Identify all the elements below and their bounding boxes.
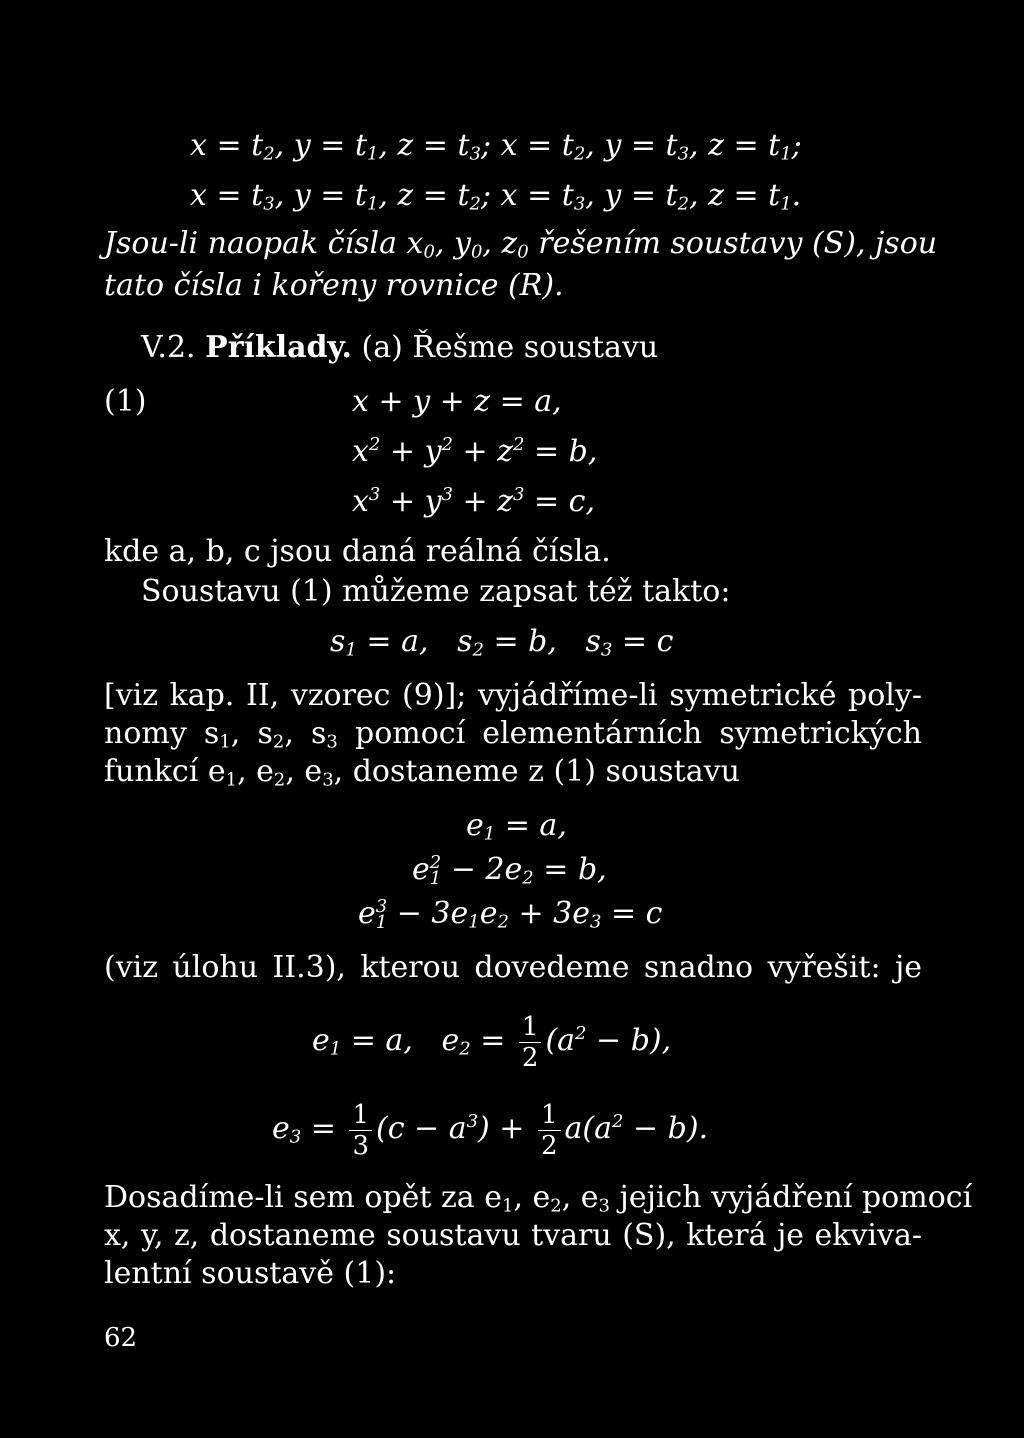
fraction-denominator: 3 (352, 1130, 369, 1161)
text-part: jejich vyjádření pomocí (610, 1180, 973, 1215)
text-sub: 3 (322, 769, 334, 791)
text-part: kde a, b, c jsou daná reálná čísla. (104, 534, 611, 569)
label-text: (1) (104, 384, 147, 419)
text-line-soustavu (141, 574, 730, 610)
text-part: nomy s (104, 716, 220, 751)
text-part: [viz kap. II, vzorec (9)]; vyjádříme-li symetrické poly- (104, 678, 922, 713)
section-number: V.2. (141, 330, 196, 365)
eq-sub: 1 (483, 823, 496, 845)
eq-sup: 2 (612, 1111, 624, 1133)
eq-sup: 3 (368, 484, 381, 506)
text-part: Dosadíme-li sem opět za e (104, 1180, 502, 1215)
para3-line-1 (104, 1180, 973, 1217)
eq-part: ; (791, 128, 802, 163)
text-sub: 0 (423, 241, 435, 263)
eq-part: e (312, 1023, 330, 1058)
eq-sup: 2 (441, 434, 453, 456)
fraction-numerator: 1 (538, 1100, 561, 1131)
eq-sub: 2 (469, 193, 481, 215)
eq-sub: 1 (345, 639, 357, 661)
eq-part: s (330, 624, 346, 659)
text-part: , z (482, 226, 518, 261)
eq-part: − 2e (441, 852, 523, 887)
eq-part: e (412, 852, 430, 887)
eq-part: + 3e (508, 896, 591, 931)
text-part: řešením soustavy (S), jsou (528, 226, 938, 261)
eq-part: + z (453, 434, 514, 469)
eq-part: = b, s (483, 624, 601, 659)
eq-part: = c (601, 896, 663, 931)
eq-part: + y (380, 484, 442, 519)
equation-label-1 (104, 384, 147, 420)
text-sub: 2 (550, 1195, 562, 1217)
eq-sub: 1 (366, 143, 379, 165)
eq-sub: 1 (468, 911, 480, 933)
eq-sup: 2 (429, 852, 442, 873)
eq-sub: 2 (573, 143, 586, 165)
text-part: tato čísla i kořeny rovnice (R). (104, 268, 564, 303)
solution-line-2 (272, 1094, 708, 1164)
section-heading (141, 330, 658, 366)
eq-part: = a, e (341, 1023, 460, 1058)
eq-part: (a (545, 1023, 576, 1058)
text-part: (viz úlohu II.3), kterou dovedeme snadno vyřešit: je (104, 950, 922, 985)
eq-sub: 2 (497, 911, 509, 933)
eq-sup: 2 (575, 1023, 587, 1045)
eq-part: = a, s (356, 624, 473, 659)
para1-line-2 (104, 716, 922, 752)
fraction-denominator: 2 (540, 1130, 558, 1161)
eq-sub: 1 (780, 143, 792, 165)
text-sub: 1 (219, 731, 231, 753)
para1-line-1 (104, 678, 922, 714)
fraction-numerator: 1 (349, 1100, 372, 1131)
solution-line-1 (312, 1006, 671, 1076)
text-sub: 2 (273, 769, 286, 791)
e-system-eq3 (358, 896, 662, 932)
eq-part: , y = t (585, 128, 678, 163)
section-intro: (a) Řešme soustavu (361, 330, 659, 365)
eq-part: = c (612, 624, 674, 659)
eq-part: = b, (533, 852, 607, 887)
eq-part: ) + (478, 1111, 534, 1146)
text-sub: 2 (272, 731, 285, 753)
eq-part: ; x = t (481, 128, 574, 163)
eq-sub: 3 (590, 911, 602, 933)
eq-sup: 2 (368, 434, 381, 456)
eq-part: = b, (524, 434, 598, 469)
eq-part: , z = t (689, 178, 781, 213)
eq-part: e (272, 1111, 290, 1146)
eq-part: x (352, 484, 369, 519)
eq-part: a(a (564, 1111, 612, 1146)
page-number-text: 62 (104, 1323, 138, 1353)
para3-line-3 (104, 1256, 396, 1292)
text-part: , e (561, 1180, 599, 1215)
eq-part: e (479, 896, 498, 931)
eq-part: . (791, 178, 802, 213)
eq-sub: 1 (366, 193, 379, 215)
fraction-one-half-2 (538, 1100, 561, 1161)
fraction-numerator: 1 (519, 1012, 542, 1043)
eq-part: − b), (586, 1023, 672, 1058)
eq-part: x + y + z = a, (352, 384, 562, 419)
text-sub: 1 (501, 1195, 514, 1217)
eq-sub: 2 (263, 143, 275, 165)
eq-sup: 3 (466, 1111, 479, 1133)
eq-part: , z = t (378, 178, 470, 213)
eq-part: + z (453, 484, 514, 519)
eq-part: , y = t (274, 178, 367, 213)
eq-part: x = t (190, 128, 264, 163)
statement-line-1 (104, 226, 938, 263)
s-equation (330, 624, 673, 660)
text-part: , e (513, 1180, 551, 1215)
eq-part: = a, (495, 808, 567, 843)
text-part: Jsou-li naopak čísla x (104, 226, 424, 261)
text-part: Soustavu (1) můžeme zapsat též takto: (141, 574, 731, 609)
eq-part: = c, (524, 484, 596, 519)
eq-sub: 3 (469, 143, 481, 165)
text-part: funkcí e (104, 754, 226, 789)
equation-line-2 (190, 178, 801, 214)
eq-part: , y = t (274, 128, 367, 163)
text-line-kde (104, 534, 611, 570)
statement-line-2 (104, 268, 564, 304)
section-title: Příklady. (205, 330, 352, 365)
eq-sub: 3 (677, 143, 690, 165)
eq-sub: 2 (522, 867, 534, 889)
e-system-eq1 (466, 808, 567, 844)
system1-eq2 (352, 434, 597, 470)
para3-line-2 (104, 1218, 922, 1254)
e-system-eq2 (412, 852, 607, 888)
text-part: , e (285, 754, 323, 789)
text-sub: 3 (598, 1195, 610, 1217)
eq-part: x (352, 434, 369, 469)
text-part: , y (434, 226, 471, 261)
text-part: , dostaneme z (1) soustavu (333, 754, 740, 789)
text-part: pomocí elementárních symetrických (337, 716, 922, 751)
eq-sup: 3 (513, 484, 525, 506)
eq-part: = (470, 1023, 515, 1058)
page-number (104, 1320, 137, 1356)
eq-sub: 3 (263, 193, 275, 215)
eq-sub: 3 (289, 1126, 302, 1148)
system1-eq3 (352, 484, 595, 520)
eq-part: ; x = t (481, 178, 574, 213)
eq-part: , z = t (689, 128, 781, 163)
eq-sub: 1 (329, 1038, 342, 1060)
eq-sup: 3 (375, 896, 388, 917)
eq-part: + y (380, 434, 442, 469)
eq-sup: 2 (513, 434, 525, 456)
eq-part: e (358, 896, 376, 931)
eq-sub: 1 (375, 912, 388, 933)
text-sub: 0 (470, 241, 483, 263)
eq-sub: 2 (459, 1038, 471, 1060)
text-part: x, y, z, dostaneme soustavu tvaru (S), která je ekviva- (104, 1218, 922, 1253)
eq-part: − b). (623, 1111, 709, 1146)
fraction-one-half (519, 1012, 542, 1073)
text-sub: 0 (517, 241, 529, 263)
eq-sup: 3 (441, 484, 453, 506)
text-part: , s (284, 716, 327, 751)
eq-sub: 1 (780, 193, 792, 215)
text-part: , e (237, 754, 274, 789)
eq-part: − 3e (387, 896, 469, 931)
eq-sub: 2 (472, 639, 484, 661)
text-sub: 1 (225, 769, 238, 791)
eq-part: (c − a (375, 1111, 467, 1146)
equation-line-1 (190, 128, 802, 164)
eq-sub: 1 (429, 868, 442, 889)
text-sub: 3 (326, 731, 338, 753)
fraction-denominator: 2 (521, 1042, 539, 1073)
eq-part: , z = t (378, 128, 470, 163)
text-part: , s (230, 716, 273, 751)
eq-part: x = t (190, 178, 264, 213)
eq-part: , y = t (585, 178, 678, 213)
eq-part: = (301, 1111, 346, 1146)
fraction-one-third (349, 1100, 372, 1161)
system1-eq1 (352, 384, 562, 420)
para2-line (104, 950, 922, 986)
eq-sub: 3 (573, 193, 586, 215)
eq-sub: 3 (600, 639, 613, 661)
eq-sub: 2 (677, 193, 690, 215)
text-part: lentní soustavě (1): (104, 1256, 397, 1291)
eq-part: e (466, 808, 484, 843)
para1-line-3 (104, 754, 740, 790)
